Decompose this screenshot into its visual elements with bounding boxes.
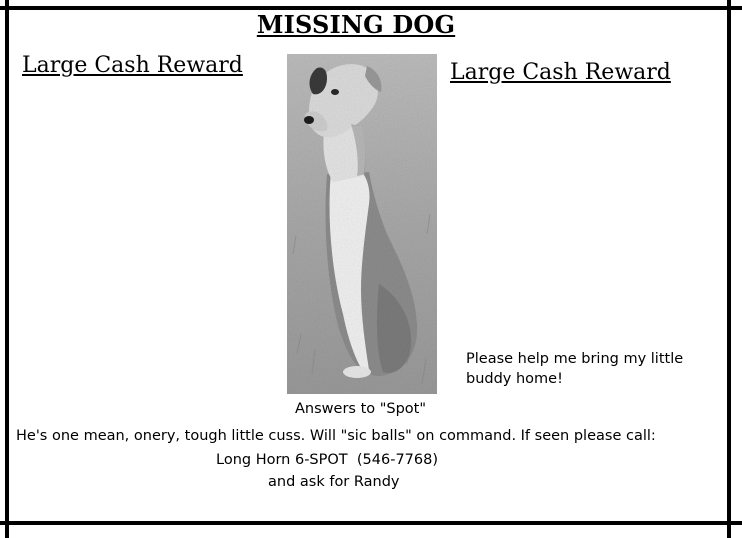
answers-to-text: Answers to "Spot" bbox=[295, 401, 427, 417]
reward-heading-right: Large Cash Reward bbox=[450, 60, 671, 85]
poster-title: MISSING DOG bbox=[256, 10, 456, 39]
ask-for-text: and ask for Randy bbox=[268, 474, 400, 490]
dog-photo bbox=[287, 54, 437, 394]
border-bottom bbox=[0, 521, 742, 525]
contact-phone: Long Horn 6-SPOT (546-7768) bbox=[216, 452, 438, 468]
plea-text: Please help me bring my little buddy home! bbox=[466, 351, 684, 387]
border-right bbox=[727, 0, 731, 538]
description-text: He's one mean, onery, tough little cuss. Will "sic balls" on command. If seen please call: bbox=[16, 428, 656, 444]
border-left bbox=[5, 0, 9, 538]
reward-heading-left: Large Cash Reward bbox=[22, 53, 243, 78]
